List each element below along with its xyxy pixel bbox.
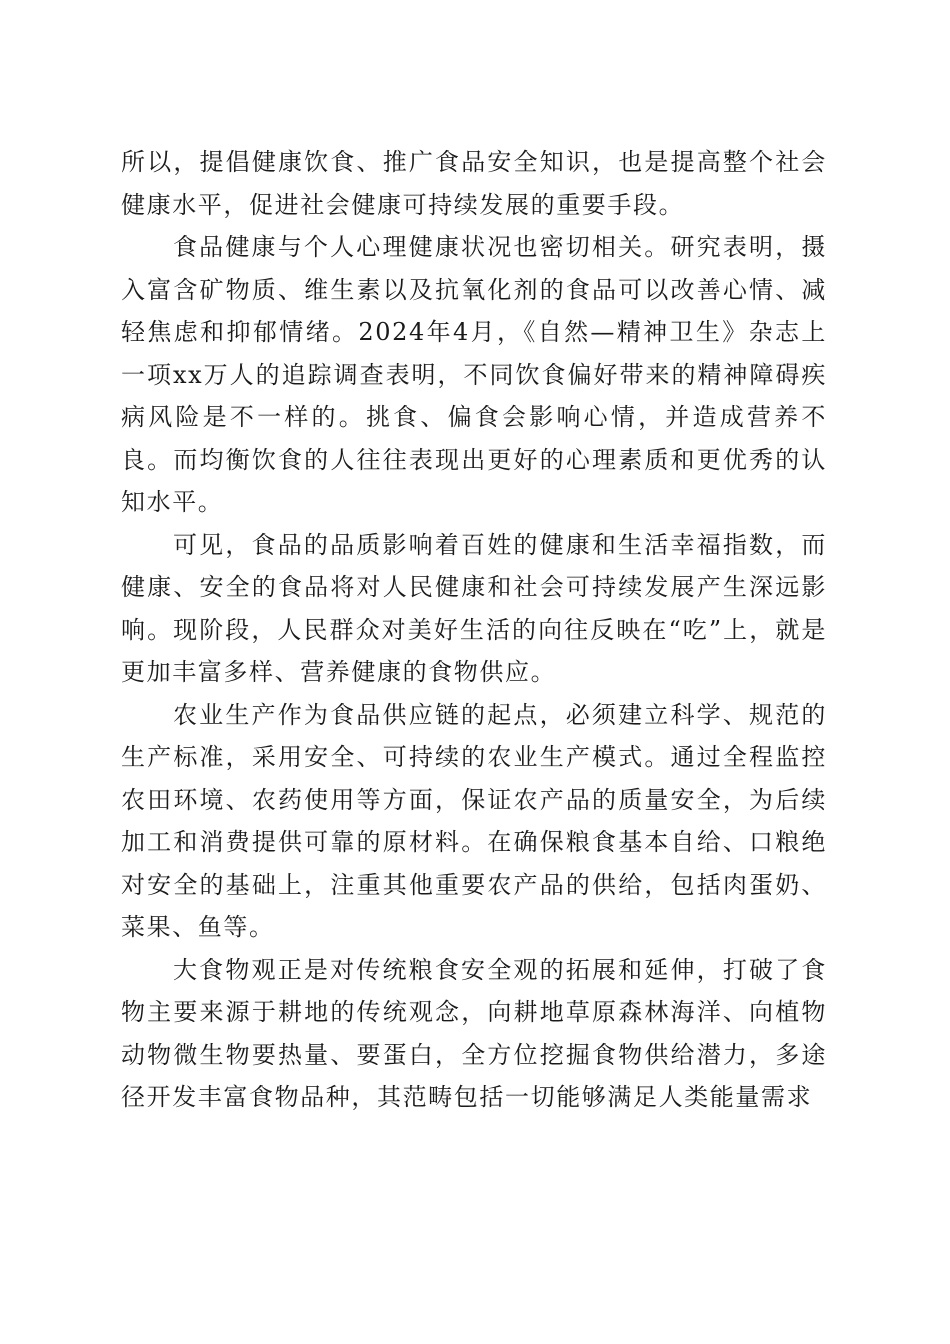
paragraph-big-food-view: 大食物观正是对传统粮食安全观的拓展和延伸，打破了食物主要来源于耕地的传统观念，向耕地草原森林海洋、向植物动物微生物要热量、要蛋白，全方位挖掘食物供给潜力，多途径开发丰富食物品种，其范畴包括一切能够满足人类能量需求 [121, 955, 827, 1111]
paragraph-mental-health: 食品健康与个人心理健康状况也密切相关。研究表明，摄入富含矿物质、维生素以及抗氧化剂的食品可以改善心情、减轻焦虑和抑郁情绪。2024年4月，《自然—精神卫生》杂志上一项xx万人的追踪调查表明，不同饮食偏好带来的精神障碍疾病风险是不一样的。挑食、偏食会影响心情，并造成营养不良。而均衡饮食的人往往表现出更好的心理素质和更优秀的认知水平。 [121, 233, 827, 516]
paragraph-food-quality: 可见，食品的品质影响着百姓的健康和生活幸福指数，而健康、安全的食品将对人民健康和社会可持续发展产生深远影响。现阶段，人民群众对美好生活的向往反映在“吃”上，就是更加丰富多样、营养健康的食物供应。 [121, 530, 827, 686]
paragraph-agriculture: 农业生产作为食品供应链的起点，必须建立科学、规范的生产标准，采用安全、可持续的农业生产模式。通过全程监控农田环境、农药使用等方面，保证农产品的质量安全，为后续加工和消费提供可靠的原材料。在确保粮食基本自给、口粮绝对安全的基础上，注重其他重要农产品的供给，包括肉蛋奶、菜果、鱼等。 [121, 700, 827, 941]
document-body [121, 141, 827, 1119]
paragraph-continuation: 所以，提倡健康饮食、推广食品安全知识，也是提高整个社会健康水平，促进社会健康可持续发展的重要手段。 [121, 148, 827, 219]
